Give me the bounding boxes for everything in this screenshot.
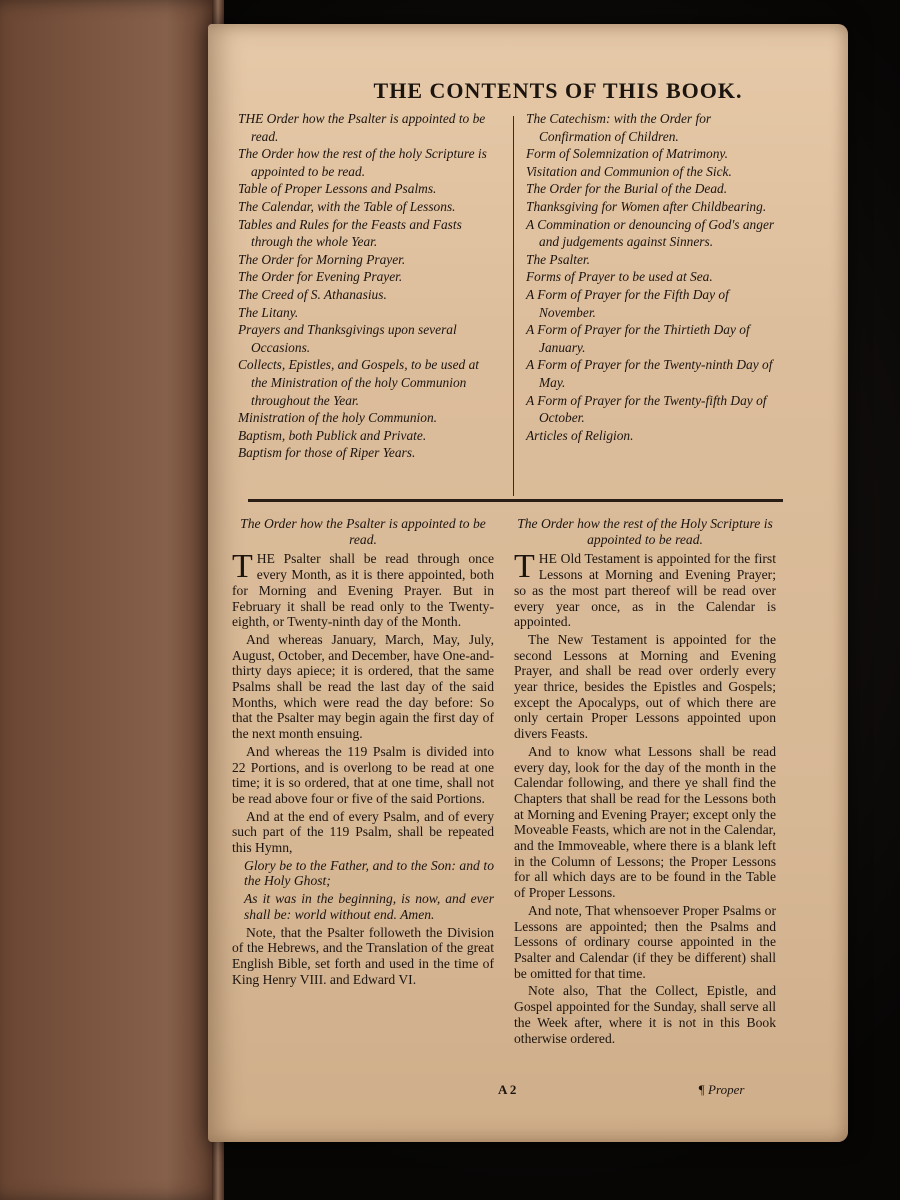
paragraph: Note also, That the Collect, Epistle, and Gospel appointed for the Sunday, shall serve all the Week after, where it is not in this Book otherwise ordered. [514,983,776,1046]
contents-list-right [526,110,784,444]
section-title: The Order how the rest of the Holy Scripture is appointed to be read. [517,516,773,547]
contents-entry: The Order how the rest of the holy Scripture is appointed to be read. [238,146,487,179]
book-cover [0,0,222,1200]
paragraph: And note, That whensoever Proper Psalms or Lessons are appointed; then the Psalms and Lessons of ordinary course appointed in the Psalter and Calendar (if they be different) shall be omitted for that time. [514,902,776,981]
signature-mark: A 2 [498,1082,517,1097]
paragraph: And at the end of every Psalm, and of every such part of the 119 Psalm, shall be repeated this Hymn, [232,808,494,856]
psalter-order-section [232,516,494,989]
contents-entry: THE Order how the Psalter is appointed to be read. [238,111,486,144]
page-header: THE CONTENTS OF THIS BOOK. [373,78,743,103]
contents-entry: The Catechism: with the Order for Confirmation of Children. [526,111,712,144]
book-page [208,24,848,1142]
paragraph: The New Testament is appointed for the second Lessons at Morning and Evening Prayer, and shall be read over orderly every year thrice, besides the Epistles and Gospels; except the Apocalyps, out of which there are only certain Proper Lessons appointed upon divers Feasts. [514,631,776,742]
section-rule [248,499,783,502]
contents-entry: A Form of Prayer for the Fifth Day of November. [526,286,729,320]
contents-entry: The Order for the Burial of the Dead. [526,181,728,197]
column-divider [513,116,514,496]
drop-cap: T [514,548,535,586]
paragraph: Note, that the Psalter followeth the Division of the Hebrews, and the Translation of the great English Bible, set forth and used in the time of King Henry VIII. and Edward VI. [232,924,494,987]
contents-entry: Articles of Religion. [526,427,634,443]
catchword: ¶ Proper [698,1082,745,1097]
contents-list-left [238,110,496,462]
drop-cap: T [232,548,253,586]
scripture-order-section [514,516,776,1048]
contents-entry: The Calendar, with the Table of Lessons. [238,198,456,214]
contents-entry: A Form of Prayer for the Twenty-ninth Day of May. [526,357,773,390]
paragraph: And to know what Lessons shall be read every day, look for the day of the month in the Calendar following, and there ye shall find the Chapters that shall be read for the Lessons both at Morning and Evening Prayer; except only the Moveable Feasts, which are not in the Calendar, and the Immoveable, where there is a blank left in the Column of Lessons; the Proper Lessons for all which days are to be found in the Table of Proper Lessons. [514,743,776,901]
contents-entry: Visitation and Communion of the Sick. [526,163,732,179]
paragraph: And whereas the 119 Psalm is divided into 22 Portions, and is overlong to be read at one time; it is so ordered, that at one time, shall not be read above four or five of the said Portions. [232,743,494,806]
doxology-line: As it was in the beginning, is now, and ever shall be: world without end. Amen. [244,891,494,922]
contents-entry: Tables and Rules for the Feasts and Fasts through the whole Year. [238,216,462,250]
paragraph [232,548,494,630]
contents-entry: The Order for Morning Prayer. [238,251,406,267]
contents-entry: The Creed of S. Athanasius. [238,286,387,302]
contents-entry: The Order for Evening Prayer. [238,269,403,285]
contents-entry: Baptism, both Publick and Private. [238,427,427,443]
contents-entry: Table of Proper Lessons and Psalms. [238,181,437,197]
paragraph-text: HE Psalter shall be read through once every Month, as it is there appointed, both for Morning and Evening Prayer. But in February it shall be read only to the Twenty-eighth, or Twenty-ninth day of the Month. [232,551,494,630]
contents-entry: Prayers and Thanksgivings upon several Occasions. [238,322,457,355]
paragraph [514,548,776,630]
contents-entry: Thanksgiving for Women after Childbearing. [526,198,767,214]
paragraph-text: HE Old Testament is appointed for the first Lessons at Morning and Evening Prayer; so as the most part thereof will be read over every year once, as in the Calendar is appointed. [514,551,776,630]
contents-entry: A Commination or denouncing of God's anger and judgements against Sinners. [526,216,775,250]
section-title: The Order how the Psalter is appointed to be read. [240,516,486,547]
contents-entry: Ministration of the holy Communion. [238,410,437,426]
contents-entry: Baptism for those of Riper Years. [238,445,416,461]
contents-entry: A Form of Prayer for the Thirtieth Day of January. [526,322,750,355]
contents-entry: Collects, Epistles, and Gospels, to be used at the Ministration of the holy Communion throughout the Year. [238,357,480,408]
contents-entry: The Litany. [238,304,299,320]
contents-entry: Forms of Prayer to be used at Sea. [526,269,713,285]
paragraph: And whereas January, March, May, July, August, October, and December, have One-and-thirty days apiece; it is ordered, that the same Psalms shall be read the last day of the said Months, which were read the day before: So that the Psalter may begin again the first day of the next month ensuing. [232,631,494,742]
contents-entry: The Psalter. [526,251,590,267]
doxology-line: Glory be to the Father, and to the Son: and to the Holy Ghost; [244,857,494,889]
contents-entry: Form of Solemnization of Matrimony. [526,146,728,162]
contents-entry: A Form of Prayer for the Twenty-fifth Day of October. [526,392,767,426]
